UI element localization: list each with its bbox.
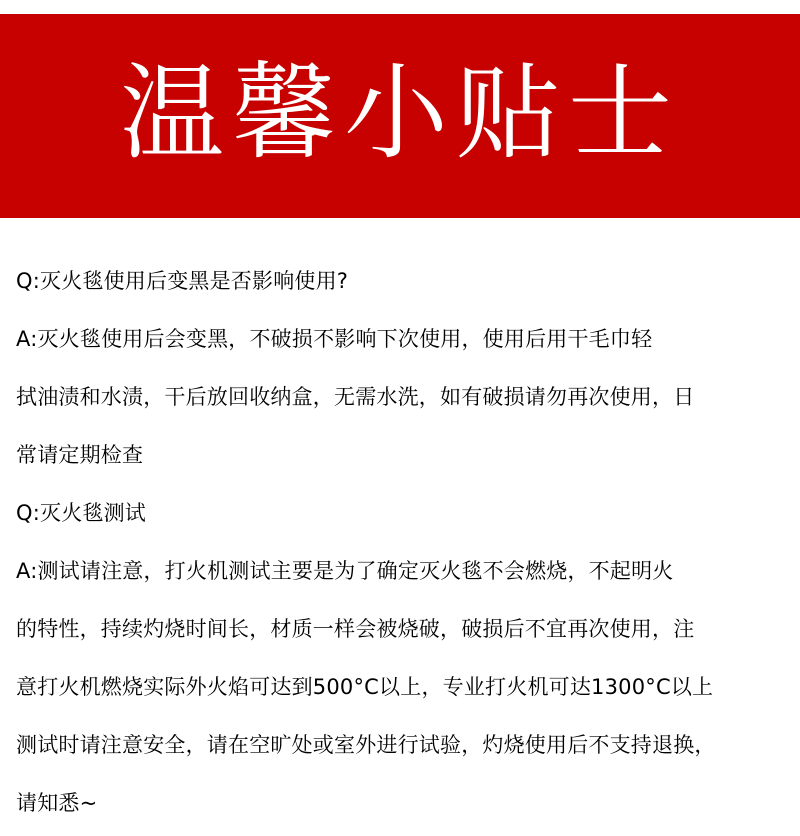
faq-answer-2-line-5: 请知悉~ — [16, 791, 98, 815]
faq-answer-1-line-2: 拭油渍和水渍，干后放回收纳盒，无需水洗，如有破损请勿再次使用，日 — [16, 385, 695, 409]
faq-answer-2-line-2: 的特性，持续灼烧时间长，材质一样会被烧破，破损后不宜再次使用，注 — [16, 617, 695, 641]
faq-answer-2-line-1: A:测试请注意，打火机测试主要是为了确定灭火毯不会燃烧，不起明火 — [16, 559, 674, 583]
faq-answer-1-line-3: 常请定期检查 — [16, 443, 144, 467]
faq-answer-1-line-1: A:灭火毯使用后会变黑，不破损不影响下次使用，使用后用干毛巾轻 — [16, 327, 653, 351]
faq-question-1: Q:灭火毯使用后变黑是否影响使用? — [16, 269, 349, 293]
faq-question-2: Q:灭火毯测试 — [16, 501, 147, 525]
faq-answer-2-line-3: 意打火机燃烧实际外火焰可达到500°C以上，专业打火机可达1300°C以上 — [16, 675, 714, 699]
faq-answer-2-line-4: 测试时请注意安全，请在空旷处或室外进行试验，灼烧使用后不支持退换， — [16, 733, 716, 757]
banner-title: 温馨小贴士 — [119, 52, 680, 174]
faq-content — [16, 252, 800, 832]
title-banner — [0, 14, 800, 218]
